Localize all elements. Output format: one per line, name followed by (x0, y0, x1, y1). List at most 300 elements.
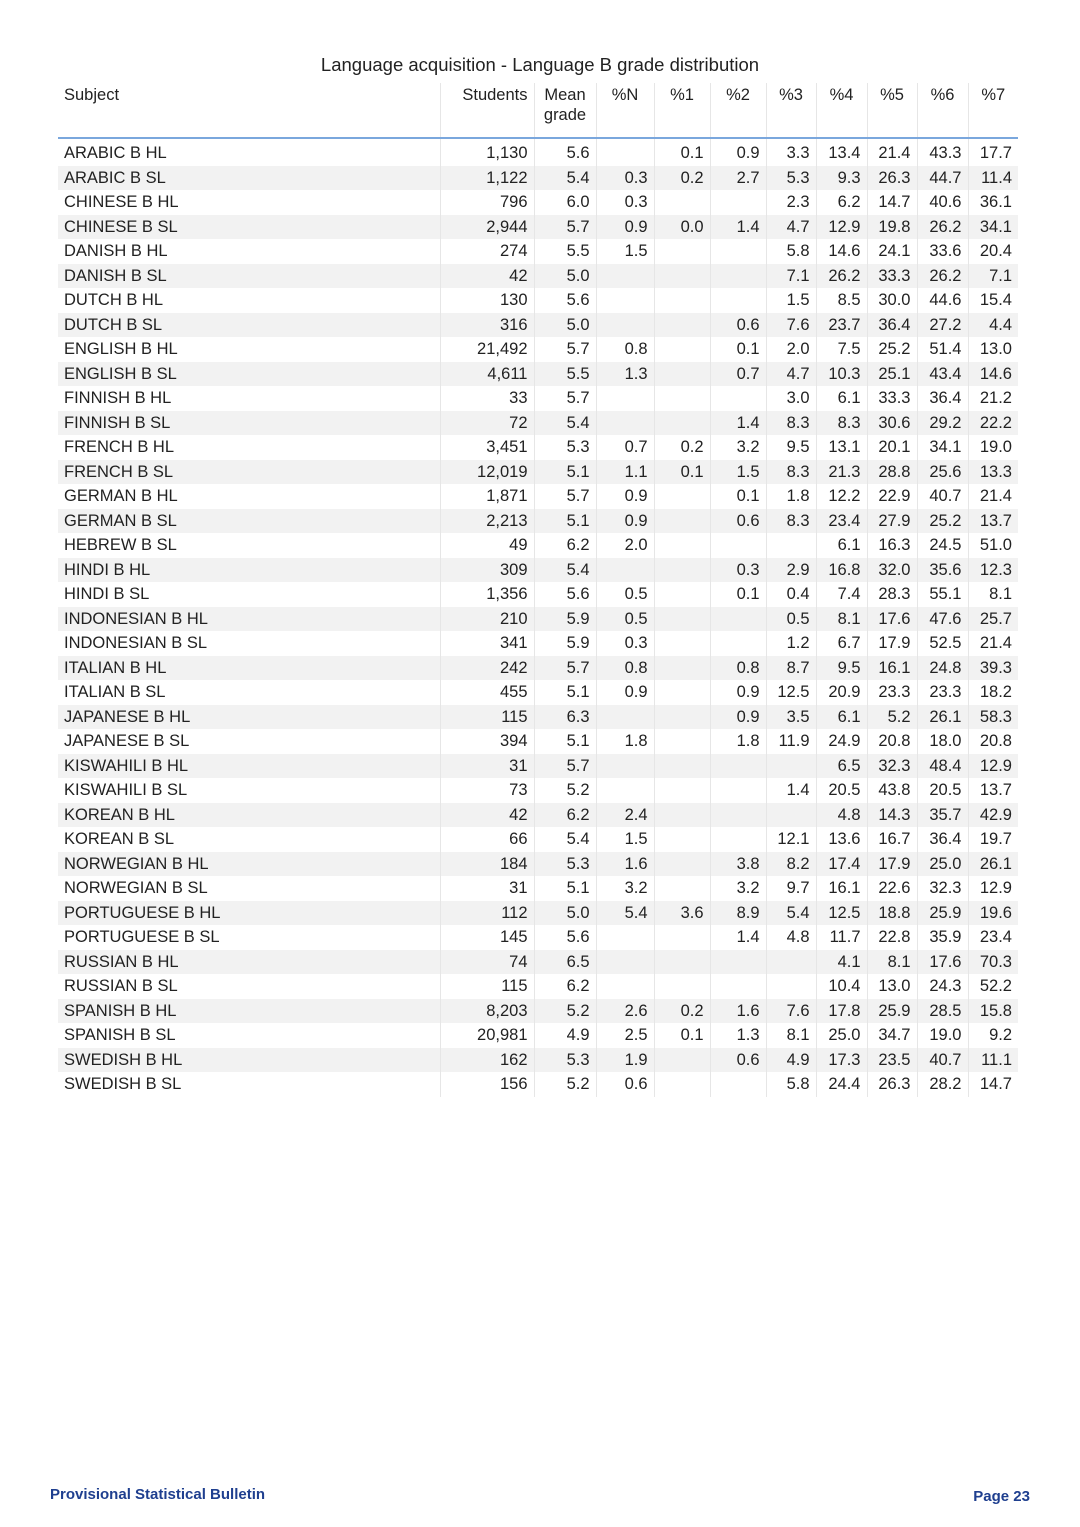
cell-pct-3: 8.1 (766, 1023, 816, 1048)
cell-subject: ENGLISH B SL (58, 362, 440, 387)
cell-students: 42 (440, 264, 534, 289)
cell-pct-1 (654, 778, 710, 803)
cell-students: 455 (440, 680, 534, 705)
table-title: Language acquisition - Language B grade distribution (320, 54, 760, 75)
cell-pct-3: 7.6 (766, 999, 816, 1024)
cell-pct-7: 15.4 (968, 288, 1018, 313)
cell-pct-n: 0.7 (596, 435, 654, 460)
cell-pct-7: 12.3 (968, 558, 1018, 583)
cell-pct-n: 5.4 (596, 901, 654, 926)
cell-subject: PORTUGUESE B SL (64, 928, 220, 946)
cell-pct-6: 24.5 (917, 533, 968, 558)
cell-pct-1 (654, 705, 710, 730)
cell-pct-6: 33.6 (917, 239, 968, 264)
cell-pct-1: 0.2 (654, 999, 710, 1024)
cell-pct-2: 1.5 (710, 460, 766, 485)
cell-pct-1: 0.2 (654, 435, 710, 460)
cell-pct-n: 3.2 (596, 876, 654, 901)
cell-pct-2 (710, 239, 766, 264)
cell-pct-4: 9.3 (816, 166, 867, 191)
cell-pct-4: 9.5 (816, 656, 867, 681)
column-header-pct-7: %7 (968, 83, 1018, 138)
cell-pct-7: 23.4 (968, 925, 1018, 950)
header-row (58, 83, 1018, 138)
table-row (58, 876, 1018, 901)
cell-students: 162 (440, 1048, 534, 1073)
cell-pct-2: 0.6 (710, 509, 766, 534)
cell-students: 112 (440, 901, 534, 926)
cell-pct-1 (654, 827, 710, 852)
cell-subject: JAPANESE B HL (58, 705, 440, 730)
column-header-pct-n: %N (596, 83, 654, 138)
cell-pct-4: 13.1 (816, 435, 867, 460)
cell-students: 74 (440, 950, 534, 975)
cell-students: 2,213 (440, 509, 534, 534)
cell-pct-2: 0.9 (710, 680, 766, 705)
table-row (58, 288, 1018, 313)
cell-pct-2 (710, 827, 766, 852)
cell-pct-4: 12.9 (816, 215, 867, 240)
cell-pct-5: 16.3 (867, 533, 917, 558)
cell-subject: PORTUGUESE B HL (58, 901, 440, 926)
cell-pct-4: 14.6 (816, 239, 867, 264)
cell-pct-1: 3.6 (654, 901, 710, 926)
table-row (58, 974, 1018, 999)
table-row (58, 901, 1018, 926)
cell-pct-4: 23.4 (816, 509, 867, 534)
cell-pct-7: 58.3 (968, 705, 1018, 730)
table-row (58, 215, 1018, 240)
cell-pct-n: 0.5 (596, 607, 654, 632)
cell-pct-5: 14.3 (867, 803, 917, 828)
cell-pct-5: 8.1 (867, 950, 917, 975)
table-row (58, 950, 1018, 975)
table-row (58, 1072, 1018, 1097)
cell-students: 184 (440, 852, 534, 877)
cell-subject: HEBREW B SL (64, 536, 177, 554)
cell-pct-n: 0.3 (596, 190, 654, 215)
cell-pct-4: 6.7 (816, 631, 867, 656)
cell-pct-3: 12.1 (766, 827, 816, 852)
cell-pct-n: 0.8 (596, 656, 654, 681)
cell-pct-6: 19.0 (917, 1023, 968, 1048)
cell-pct-7: 7.1 (968, 264, 1018, 289)
cell-pct-6: 32.3 (917, 876, 968, 901)
cell-pct-7: 19.7 (968, 827, 1018, 852)
cell-subject: JAPANESE B SL (64, 732, 190, 750)
cell-pct-3: 2.3 (766, 190, 816, 215)
cell-subject: ENGLISH B HL (64, 340, 178, 358)
cell-subject: ARABIC B HL (64, 144, 167, 162)
cell-pct-7: 21.4 (968, 631, 1018, 656)
cell-pct-1 (654, 239, 710, 264)
cell-pct-4: 24.4 (816, 1072, 867, 1097)
cell-pct-3: 8.3 (766, 509, 816, 534)
cell-pct-n: 1.9 (596, 1048, 654, 1073)
cell-subject: KISWAHILI B SL (64, 781, 188, 799)
table-row (58, 754, 1018, 779)
cell-pct-5: 23.5 (867, 1048, 917, 1073)
table-row (58, 313, 1018, 338)
cell-pct-2: 1.4 (710, 215, 766, 240)
cell-mean-grade: 5.4 (534, 827, 596, 852)
cell-pct-1 (654, 974, 710, 999)
cell-pct-5: 22.8 (867, 925, 917, 950)
table-row (58, 729, 1018, 754)
cell-pct-2: 0.8 (710, 656, 766, 681)
cell-students: 1,356 (440, 582, 534, 607)
cell-pct-n (596, 754, 654, 779)
cell-mean-grade: 5.2 (534, 1072, 596, 1097)
cell-pct-3 (766, 754, 816, 779)
cell-students: 210 (440, 607, 534, 632)
cell-pct-n: 1.5 (596, 239, 654, 264)
cell-mean-grade: 6.2 (534, 533, 596, 558)
cell-pct-5: 36.4 (867, 313, 917, 338)
cell-pct-5: 16.7 (867, 827, 917, 852)
cell-pct-7: 18.2 (968, 680, 1018, 705)
cell-pct-5: 30.6 (867, 411, 917, 436)
cell-pct-n: 2.4 (596, 803, 654, 828)
table-row (58, 999, 1018, 1024)
column-header-pct-3: %3 (766, 83, 816, 138)
cell-students: 12,019 (440, 460, 534, 485)
table-row (58, 435, 1018, 460)
cell-pct-7: 12.9 (968, 754, 1018, 779)
cell-pct-5: 21.4 (867, 138, 917, 166)
cell-subject: HINDI B SL (64, 585, 150, 603)
cell-pct-6: 20.5 (917, 778, 968, 803)
table-row (58, 166, 1018, 191)
cell-pct-5: 32.3 (867, 754, 917, 779)
cell-pct-5: 34.7 (867, 1023, 917, 1048)
cell-subject: FRENCH B HL (64, 438, 175, 456)
column-header-students: Students (440, 83, 534, 138)
cell-pct-1 (654, 607, 710, 632)
cell-pct-3 (766, 803, 816, 828)
cell-students: 31 (440, 876, 534, 901)
cell-pct-4: 11.7 (816, 925, 867, 950)
cell-pct-3: 1.8 (766, 484, 816, 509)
cell-pct-2: 1.3 (710, 1023, 766, 1048)
footer-bulletin-title: Provisional Statistical Bulletin (50, 1486, 266, 1503)
cell-pct-4: 6.2 (816, 190, 867, 215)
cell-pct-6: 29.2 (917, 411, 968, 436)
cell-students: 274 (440, 239, 534, 264)
cell-pct-4: 6.1 (816, 533, 867, 558)
cell-pct-7: 13.3 (968, 460, 1018, 485)
cell-mean-grade: 6.2 (534, 974, 596, 999)
cell-mean-grade: 5.9 (534, 631, 596, 656)
cell-pct-4: 20.5 (816, 778, 867, 803)
cell-pct-5: 33.3 (867, 264, 917, 289)
cell-mean-grade: 5.0 (534, 901, 596, 926)
cell-students: 72 (440, 411, 534, 436)
cell-pct-7: 25.7 (968, 607, 1018, 632)
cell-mean-grade: 5.3 (534, 852, 596, 877)
cell-pct-5: 23.3 (867, 680, 917, 705)
cell-mean-grade: 5.7 (534, 386, 596, 411)
cell-pct-n: 0.8 (596, 337, 654, 362)
cell-subject: KISWAHILI B HL (58, 754, 440, 779)
cell-pct-2 (710, 1072, 766, 1097)
cell-subject: DANISH B SL (58, 264, 440, 289)
cell-pct-6: 36.4 (917, 827, 968, 852)
cell-mean-grade: 5.5 (534, 239, 596, 264)
cell-subject: SPANISH B HL (58, 999, 440, 1024)
cell-pct-7: 21.4 (968, 484, 1018, 509)
cell-pct-2 (710, 607, 766, 632)
cell-pct-5: 17.9 (867, 631, 917, 656)
cell-pct-7: 42.9 (968, 803, 1018, 828)
cell-pct-n (596, 950, 654, 975)
cell-pct-3: 0.4 (766, 582, 816, 607)
cell-pct-2 (710, 950, 766, 975)
cell-pct-3: 4.8 (766, 925, 816, 950)
table-row (58, 631, 1018, 656)
cell-pct-2: 1.4 (710, 925, 766, 950)
cell-mean-grade: 5.7 (534, 215, 596, 240)
cell-subject: DUTCH B SL (58, 313, 440, 338)
cell-subject: KOREAN B HL (58, 803, 440, 828)
cell-pct-3: 7.6 (766, 313, 816, 338)
cell-pct-1 (654, 631, 710, 656)
cell-pct-1 (654, 411, 710, 436)
cell-pct-6: 34.1 (917, 435, 968, 460)
cell-subject: SWEDISH B HL (58, 1048, 440, 1073)
cell-pct-7: 52.2 (968, 974, 1018, 999)
table-body (58, 138, 1018, 1097)
cell-students: 394 (440, 729, 534, 754)
cell-pct-n: 0.9 (596, 680, 654, 705)
cell-pct-5: 25.9 (867, 999, 917, 1024)
cell-pct-4: 6.5 (816, 754, 867, 779)
cell-mean-grade: 5.0 (534, 313, 596, 338)
cell-pct-2: 0.7 (710, 362, 766, 387)
cell-pct-n: 0.9 (596, 215, 654, 240)
table-row (58, 264, 1018, 289)
cell-pct-n (596, 705, 654, 730)
cell-pct-3: 1.5 (766, 288, 816, 313)
cell-pct-6: 18.0 (917, 729, 968, 754)
cell-students: 42 (440, 803, 534, 828)
cell-subject: FRENCH B SL (58, 460, 440, 485)
cell-pct-3: 9.5 (766, 435, 816, 460)
cell-mean-grade: 5.2 (534, 999, 596, 1024)
cell-pct-n: 0.9 (596, 484, 654, 509)
cell-subject: NORWEGIAN B SL (64, 879, 208, 897)
cell-pct-4: 17.3 (816, 1048, 867, 1073)
cell-pct-3: 7.1 (766, 264, 816, 289)
cell-pct-6: 26.2 (917, 264, 968, 289)
cell-pct-1 (654, 264, 710, 289)
cell-pct-4: 6.1 (816, 386, 867, 411)
cell-pct-6: 28.2 (917, 1072, 968, 1097)
cell-pct-3: 2.9 (766, 558, 816, 583)
cell-pct-3: 5.4 (766, 901, 816, 926)
cell-pct-6: 43.3 (917, 138, 968, 166)
cell-pct-4: 8.1 (816, 607, 867, 632)
cell-pct-3: 8.2 (766, 852, 816, 877)
cell-pct-6: 40.7 (917, 1048, 968, 1073)
cell-pct-2: 0.6 (710, 313, 766, 338)
table-row (58, 680, 1018, 705)
cell-pct-3: 12.5 (766, 680, 816, 705)
cell-pct-2: 3.8 (710, 852, 766, 877)
cell-students: 1,871 (440, 484, 534, 509)
cell-pct-2: 3.2 (710, 435, 766, 460)
cell-subject: FINNISH B HL (64, 389, 172, 407)
cell-pct-6: 27.2 (917, 313, 968, 338)
table-row (58, 1023, 1018, 1048)
cell-pct-1 (654, 558, 710, 583)
column-header-pct-1: %1 (654, 83, 710, 138)
cell-pct-5: 43.8 (867, 778, 917, 803)
column-header-mean-grade: Mean grade (534, 83, 596, 138)
cell-pct-5: 20.8 (867, 729, 917, 754)
cell-students: 130 (440, 288, 534, 313)
cell-pct-n: 0.3 (596, 631, 654, 656)
cell-pct-6: 35.9 (917, 925, 968, 950)
cell-pct-4: 8.3 (816, 411, 867, 436)
column-header-pct-6: %6 (917, 83, 968, 138)
cell-pct-7: 4.4 (968, 313, 1018, 338)
cell-pct-4: 10.3 (816, 362, 867, 387)
cell-pct-1: 0.2 (654, 166, 710, 191)
cell-pct-3 (766, 974, 816, 999)
cell-pct-n: 1.8 (596, 729, 654, 754)
cell-students: 4,611 (440, 362, 534, 387)
cell-pct-5: 20.1 (867, 435, 917, 460)
cell-pct-6: 44.6 (917, 288, 968, 313)
cell-pct-7: 26.1 (968, 852, 1018, 877)
cell-pct-5: 17.9 (867, 852, 917, 877)
cell-pct-3: 1.4 (766, 778, 816, 803)
cell-pct-6: 23.3 (917, 680, 968, 705)
cell-pct-2: 1.8 (710, 729, 766, 754)
cell-pct-6: 44.7 (917, 166, 968, 191)
cell-pct-1 (654, 656, 710, 681)
cell-pct-n (596, 288, 654, 313)
cell-pct-1 (654, 362, 710, 387)
table-row (58, 705, 1018, 730)
cell-pct-4: 21.3 (816, 460, 867, 485)
cell-students: 145 (440, 925, 534, 950)
cell-mean-grade: 6.3 (534, 705, 596, 730)
cell-pct-4: 24.9 (816, 729, 867, 754)
cell-pct-n: 0.5 (596, 582, 654, 607)
cell-subject: ARABIC B SL (58, 166, 440, 191)
cell-students: 115 (440, 974, 534, 999)
grade-distribution-table (58, 83, 1018, 1097)
cell-pct-4: 7.5 (816, 337, 867, 362)
cell-pct-4: 16.8 (816, 558, 867, 583)
cell-subject: ITALIAN B SL (64, 683, 166, 701)
cell-pct-7: 8.1 (968, 582, 1018, 607)
cell-pct-7: 22.2 (968, 411, 1018, 436)
cell-pct-n (596, 313, 654, 338)
cell-pct-n (596, 264, 654, 289)
cell-pct-4: 12.2 (816, 484, 867, 509)
cell-mean-grade: 6.2 (534, 803, 596, 828)
cell-subject: INDONESIAN B HL (58, 607, 440, 632)
cell-students: 21,492 (440, 337, 534, 362)
cell-mean-grade: 5.4 (534, 558, 596, 583)
cell-pct-7: 19.0 (968, 435, 1018, 460)
cell-pct-7: 13.0 (968, 337, 1018, 362)
cell-pct-1 (654, 852, 710, 877)
cell-pct-5: 22.9 (867, 484, 917, 509)
cell-pct-6: 36.4 (917, 386, 968, 411)
table-row (58, 362, 1018, 387)
cell-students: 341 (440, 631, 534, 656)
cell-pct-5: 16.1 (867, 656, 917, 681)
cell-subject: DUTCH B HL (64, 291, 164, 309)
cell-pct-1: 0.1 (654, 138, 710, 166)
table-row (58, 190, 1018, 215)
cell-pct-3: 2.0 (766, 337, 816, 362)
cell-subject: CHINESE B HL (64, 193, 179, 211)
cell-pct-n: 1.3 (596, 362, 654, 387)
cell-pct-3: 3.0 (766, 386, 816, 411)
cell-mean-grade: 5.6 (534, 138, 596, 166)
table-row (58, 607, 1018, 632)
table-row (58, 558, 1018, 583)
cell-students: 1,122 (440, 166, 534, 191)
cell-pct-6: 25.0 (917, 852, 968, 877)
cell-pct-1 (654, 484, 710, 509)
cell-pct-7: 21.2 (968, 386, 1018, 411)
cell-pct-2 (710, 754, 766, 779)
cell-mean-grade: 5.1 (534, 729, 596, 754)
cell-pct-2: 1.4 (710, 411, 766, 436)
cell-mean-grade: 5.1 (534, 680, 596, 705)
cell-pct-5: 28.8 (867, 460, 917, 485)
cell-pct-n: 0.3 (596, 166, 654, 191)
cell-pct-3: 5.3 (766, 166, 816, 191)
cell-pct-2 (710, 631, 766, 656)
cell-pct-6: 35.7 (917, 803, 968, 828)
cell-pct-2 (710, 974, 766, 999)
cell-pct-2: 0.1 (710, 582, 766, 607)
cell-pct-4: 8.5 (816, 288, 867, 313)
cell-pct-4: 25.0 (816, 1023, 867, 1048)
cell-pct-n: 1.5 (596, 827, 654, 852)
cell-pct-3: 0.5 (766, 607, 816, 632)
cell-pct-6: 26.1 (917, 705, 968, 730)
cell-students: 309 (440, 558, 534, 583)
cell-pct-7: 17.7 (968, 138, 1018, 166)
cell-pct-1: 0.0 (654, 215, 710, 240)
cell-pct-6: 40.7 (917, 484, 968, 509)
cell-students: 1,130 (440, 138, 534, 166)
cell-pct-4: 20.9 (816, 680, 867, 705)
cell-pct-3: 11.9 (766, 729, 816, 754)
cell-pct-1 (654, 950, 710, 975)
table-row (58, 582, 1018, 607)
cell-subject: NORWEGIAN B HL (58, 852, 440, 877)
column-header-subject: Subject (58, 83, 440, 138)
cell-pct-n: 2.5 (596, 1023, 654, 1048)
table-row (58, 460, 1018, 485)
cell-pct-6: 25.2 (917, 509, 968, 534)
cell-pct-6: 43.4 (917, 362, 968, 387)
cell-mean-grade: 5.1 (534, 509, 596, 534)
cell-pct-4: 12.5 (816, 901, 867, 926)
cell-pct-7: 13.7 (968, 778, 1018, 803)
cell-pct-5: 33.3 (867, 386, 917, 411)
cell-pct-5: 27.9 (867, 509, 917, 534)
